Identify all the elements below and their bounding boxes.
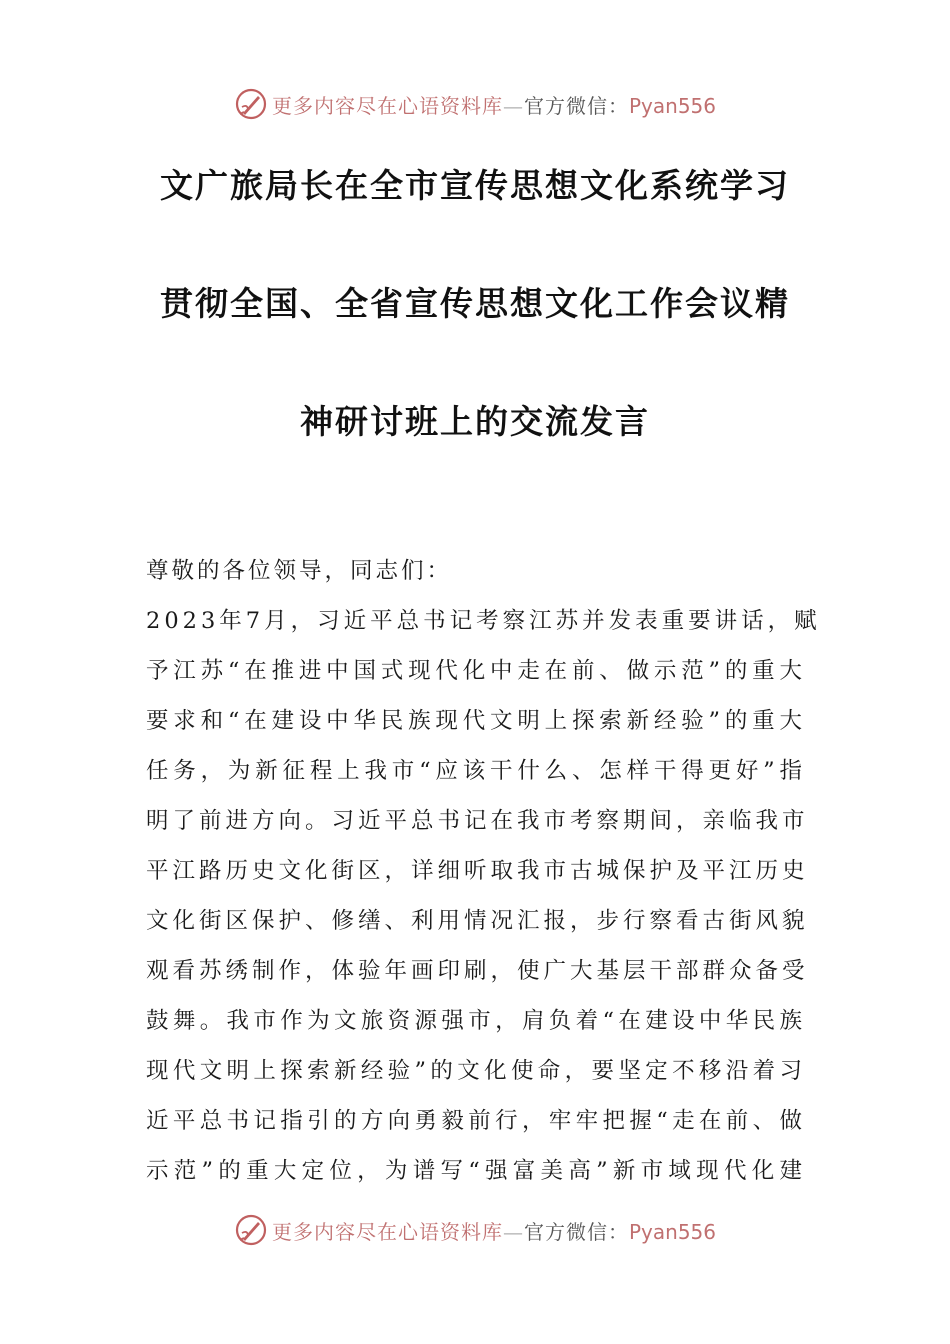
watermark-brand: 更多内容尽在心语资料库	[271, 93, 503, 118]
body-line: 予江苏“在推进中国式现代化中走在前、做示范”的重大	[146, 658, 806, 684]
title-line: 贯彻全国、全省宣传思想文化工作会议精	[160, 284, 790, 323]
watermark-dash: —	[502, 1219, 524, 1244]
watermark-dash: —	[502, 93, 524, 118]
watermark-brand: 更多内容尽在心语资料库	[271, 1219, 503, 1244]
body-line: 近平总书记指引的方向勇毅前行，牢牢把握“走在前、做	[146, 1108, 806, 1134]
document-body	[146, 553, 821, 1203]
body-line: 明了前进方向。习近平总书记在我市考察期间，亲临我市	[146, 808, 809, 834]
watermark-official-label: 官方微信：	[523, 93, 629, 118]
quill-pen-logo-icon	[234, 1213, 268, 1247]
body-line: 示范”的重大定位，为谱写“强富美高”新市域现代化建	[146, 1158, 806, 1184]
watermark-official-label: 官方微信：	[523, 1219, 629, 1244]
body-line: 平江路历史文化街区，详细听取我市古城保护及平江历史	[146, 858, 809, 884]
watermark-text	[272, 90, 716, 119]
salutation: 尊敬的各位领导，同志们：	[146, 558, 453, 584]
title-line: 神研讨班上的交流发言	[300, 402, 650, 441]
header-watermark	[0, 84, 950, 124]
body-line: 现代文明上探索新经验”的文化使命，要坚定不移沿着习	[146, 1058, 806, 1084]
document-title	[140, 150, 810, 504]
body-line: 观看苏绣制作，体验年画印刷，使广大基层干部群众备受	[146, 958, 809, 984]
body-line: 要求和“在建设中华民族现代文明上探索新经验”的重大	[146, 708, 806, 734]
watermark-wechat-id: Pyan556	[628, 93, 716, 118]
quill-pen-logo-icon	[234, 87, 268, 121]
body-line: 任务，为新征程上我市“应该干什么、怎样干得更好”指	[146, 758, 806, 784]
body-line: 鼓舞。我市作为文旅资源强市，肩负着“在建设中华民族	[146, 1008, 806, 1034]
footer-watermark	[0, 1210, 950, 1250]
watermark-wechat-id: Pyan556	[628, 1219, 716, 1244]
body-line: 2023年7月，习近平总书记考察江苏并发表重要讲话，赋	[146, 608, 821, 634]
title-line: 文广旅局长在全市宣传思想文化系统学习	[160, 166, 790, 205]
body-line: 文化街区保护、修缮、利用情况汇报，步行察看古街风貌	[146, 908, 809, 934]
watermark-text	[272, 1216, 716, 1245]
